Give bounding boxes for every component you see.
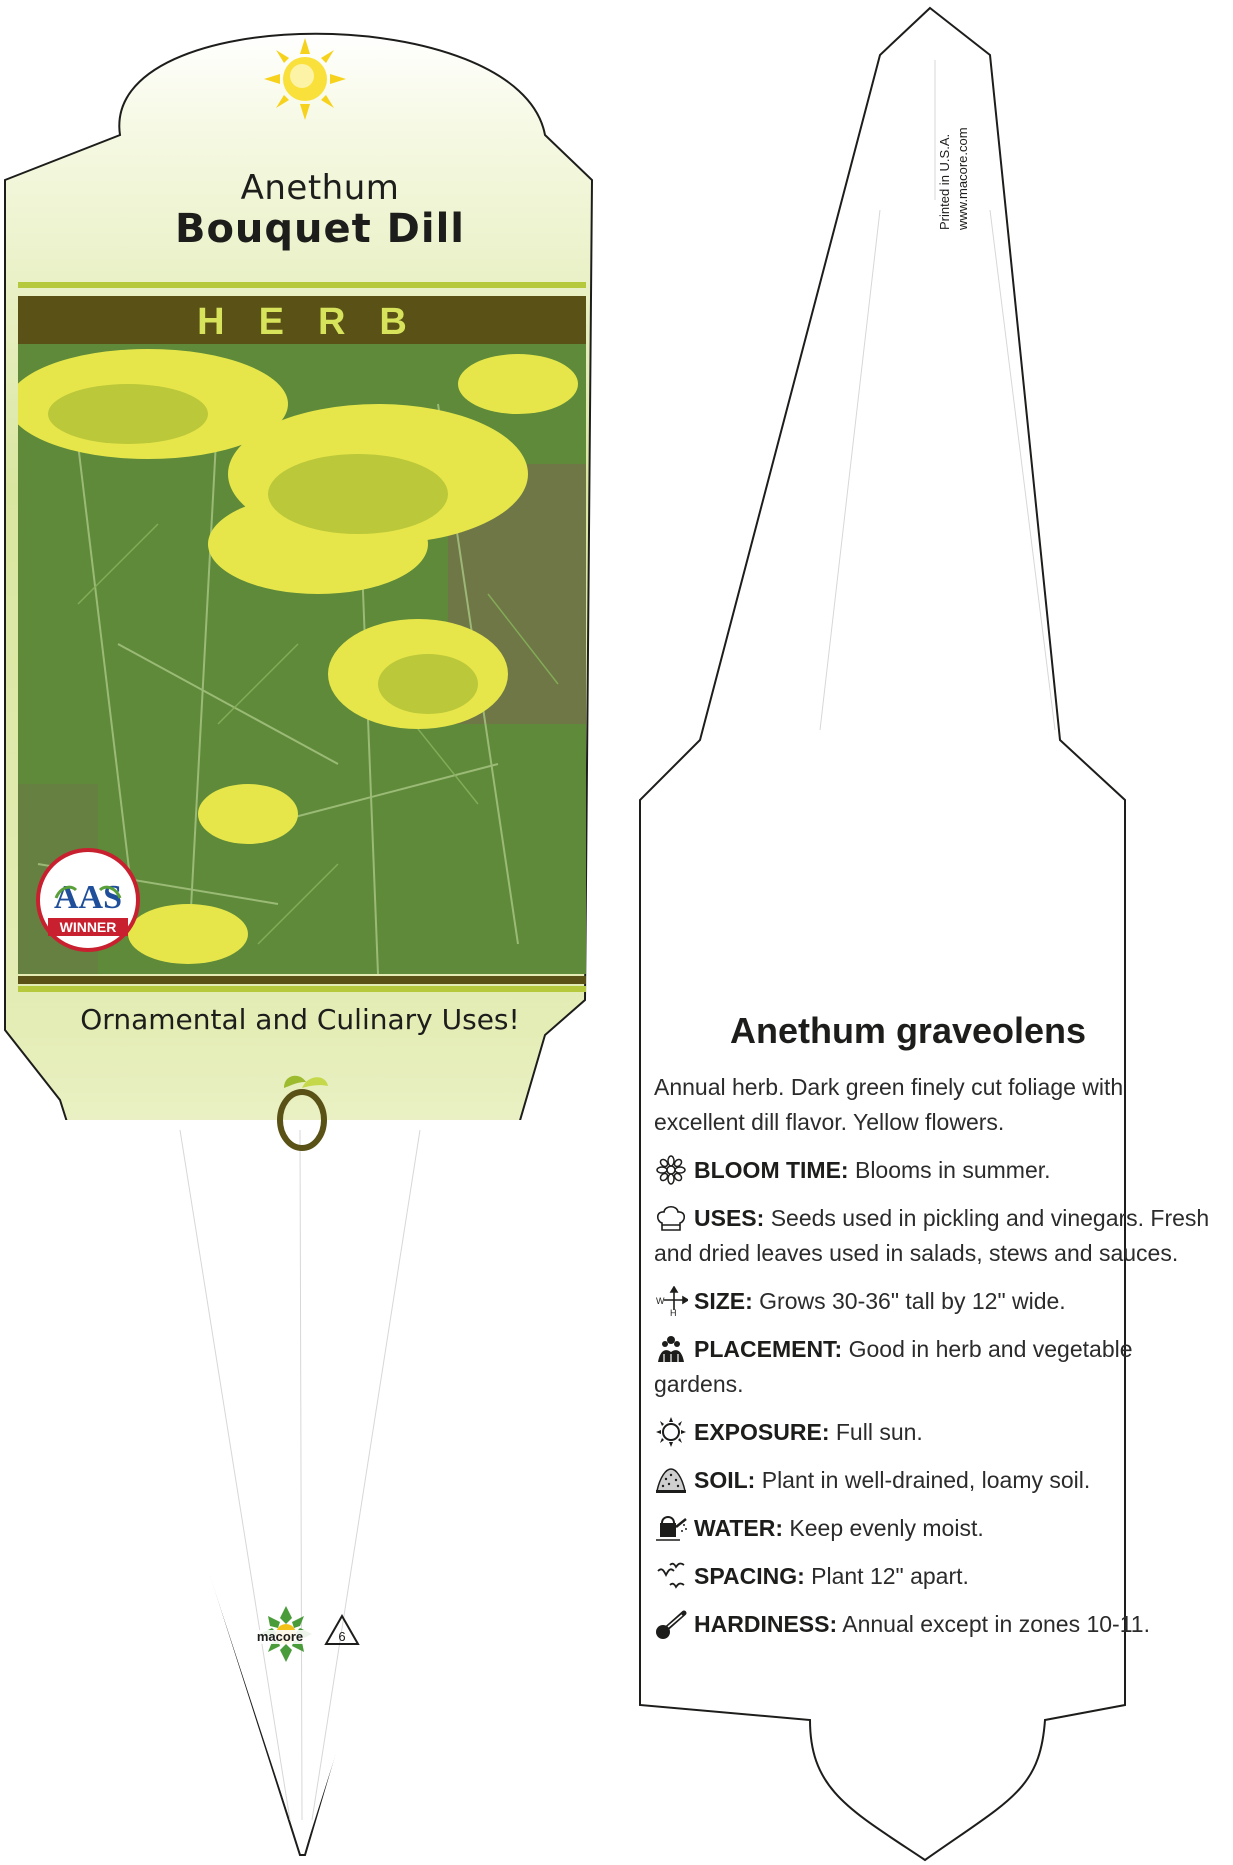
sun-outline-icon bbox=[654, 1417, 688, 1447]
placement-label: PLACEMENT: bbox=[694, 1336, 843, 1362]
aas-letters: AAS bbox=[53, 879, 123, 916]
aas-winner-label: WINNER bbox=[59, 919, 117, 935]
flower-icon bbox=[654, 1155, 688, 1185]
exposure-text: Full sun. bbox=[835, 1419, 923, 1445]
chef-hat-icon bbox=[654, 1203, 688, 1233]
water-text: Keep evenly moist. bbox=[789, 1515, 984, 1541]
uses-label: USES: bbox=[694, 1205, 765, 1231]
soil-icon bbox=[654, 1465, 688, 1495]
bloom-time-label: BLOOM TIME: bbox=[694, 1157, 849, 1183]
placement-icon bbox=[654, 1334, 688, 1364]
sprout-icon bbox=[270, 1068, 334, 1152]
svg-text:W: W bbox=[656, 1296, 665, 1306]
attr-soil bbox=[654, 1463, 1214, 1498]
hardiness-label: HARDINESS: bbox=[694, 1611, 838, 1637]
exposure-label: EXPOSURE: bbox=[694, 1419, 830, 1445]
hardiness-text: Annual except in zones 10-11. bbox=[842, 1611, 1150, 1637]
attr-exposure bbox=[654, 1415, 1214, 1450]
water-label: WATER: bbox=[694, 1515, 784, 1541]
spacing-icon bbox=[654, 1561, 688, 1591]
watering-can-icon bbox=[654, 1513, 688, 1543]
website-text: www.macore.com bbox=[955, 127, 970, 230]
soil-label: SOIL: bbox=[694, 1467, 756, 1493]
aas-winner-badge bbox=[36, 848, 140, 952]
printed-info bbox=[918, 90, 1118, 230]
attr-uses bbox=[654, 1201, 1214, 1271]
brand-name: macore bbox=[256, 1629, 304, 1644]
attr-spacing bbox=[654, 1559, 1214, 1594]
spacing-text: Plant 12" apart. bbox=[811, 1563, 969, 1589]
attr-bloom-time bbox=[654, 1153, 1214, 1188]
botanical-name: Anethum graveolens bbox=[729, 1010, 1087, 1051]
category-banner: HERB bbox=[18, 296, 586, 348]
care-info bbox=[654, 1070, 1214, 1655]
soil-text: Plant in well-drained, loamy soil. bbox=[761, 1467, 1091, 1493]
attr-placement bbox=[654, 1332, 1214, 1402]
size-arrows-icon bbox=[654, 1286, 688, 1316]
size-label: SIZE: bbox=[694, 1288, 753, 1314]
svg-text:H: H bbox=[670, 1308, 677, 1316]
thermometer-icon bbox=[654, 1609, 688, 1639]
spacing-label: SPACING: bbox=[694, 1563, 805, 1589]
attr-water bbox=[654, 1511, 1214, 1546]
macore-logo bbox=[246, 1604, 366, 1664]
bloom-time-text: Blooms in summer. bbox=[854, 1157, 1051, 1183]
attr-hardiness bbox=[654, 1607, 1214, 1642]
attr-size bbox=[654, 1284, 1214, 1319]
description: Annual herb. Dark green finely cut foliage with excellent dill flavor. Yellow flowers. bbox=[654, 1074, 1124, 1135]
sun-icon bbox=[262, 36, 348, 122]
placement-text: Good in herb and vegetable gardens. bbox=[654, 1336, 1133, 1397]
tagline: Ornamental and Culinary Uses! bbox=[80, 1003, 520, 1036]
genus-name: Anethum bbox=[240, 168, 400, 208]
recycle-code: 6 bbox=[338, 1629, 346, 1644]
common-name: Bouquet Dill bbox=[174, 206, 466, 252]
printed-in-text: Printed in U.S.A. bbox=[937, 133, 952, 230]
size-text: Grows 30-36" tall by 12" wide. bbox=[759, 1288, 1066, 1314]
uses-text: Seeds used in pickling and vinegars. Fresh and dried leaves used in salads, stews and sauces. bbox=[654, 1205, 1210, 1266]
